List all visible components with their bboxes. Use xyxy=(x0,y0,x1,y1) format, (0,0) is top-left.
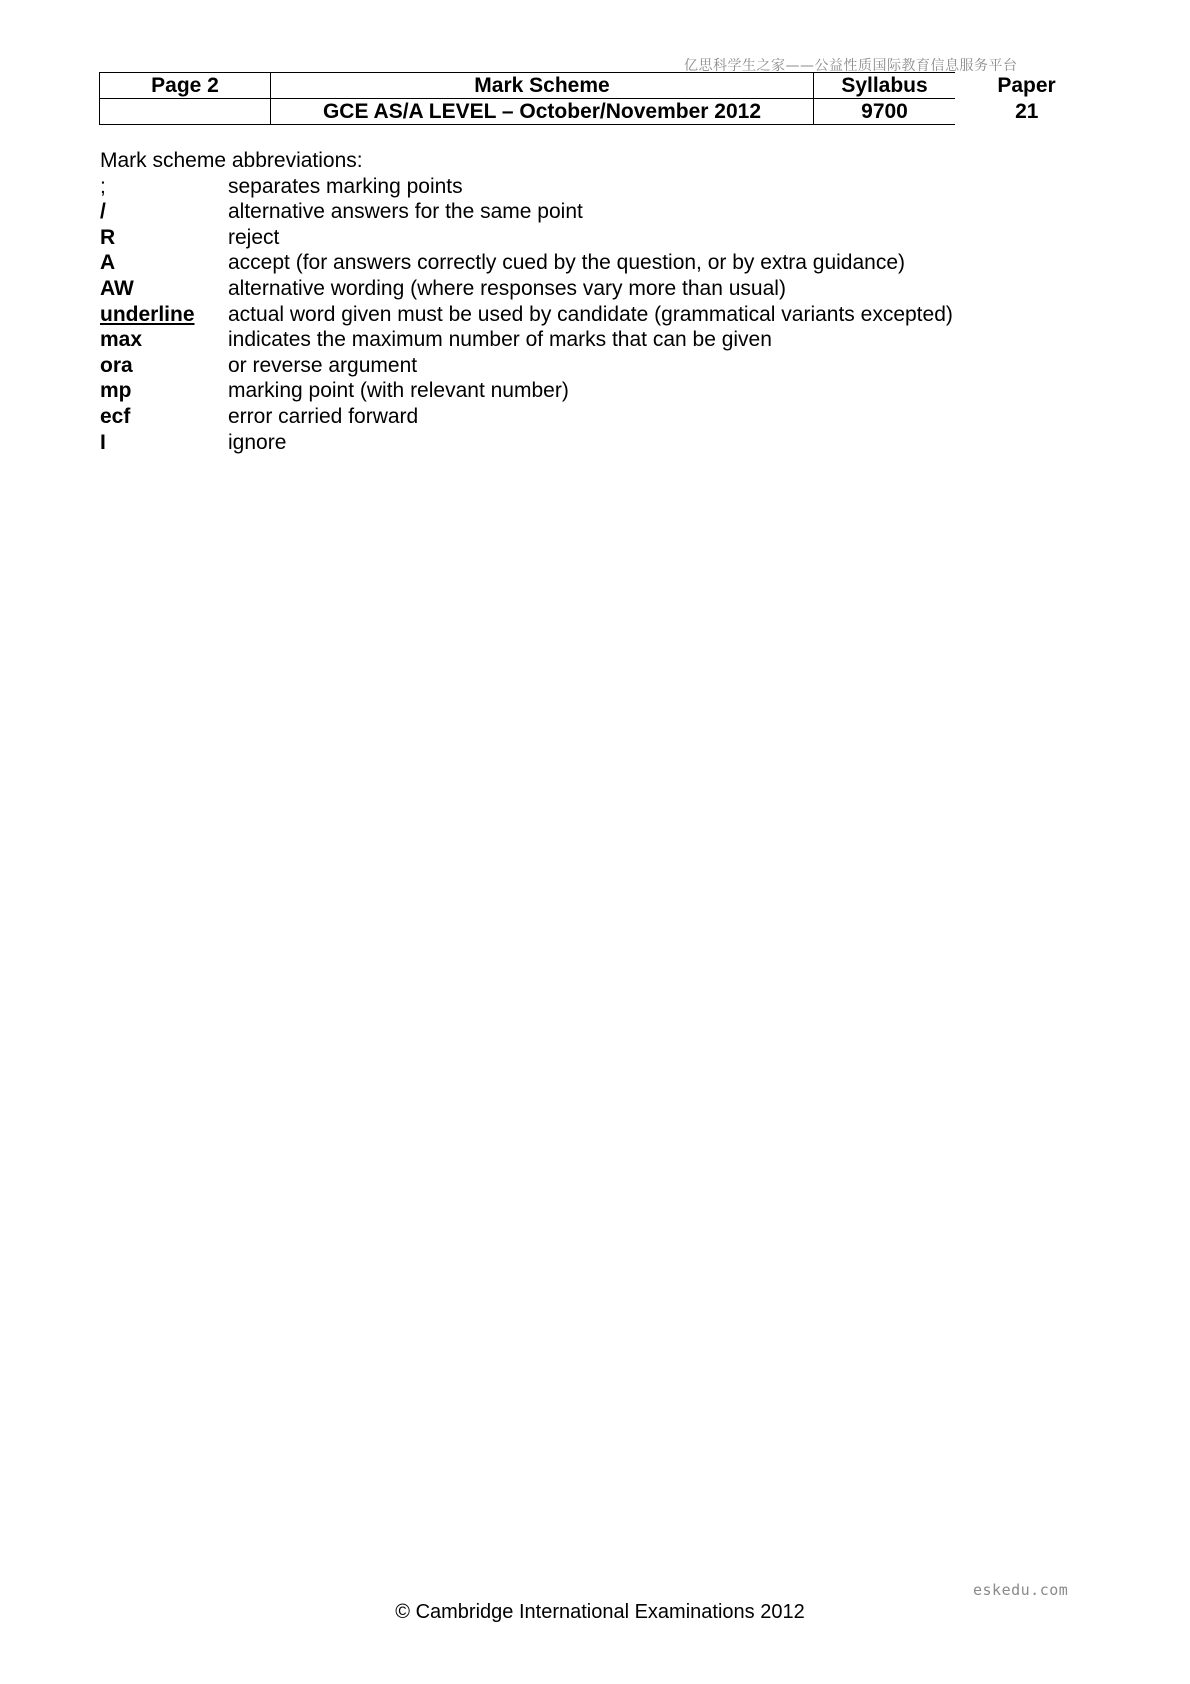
header-row-1 xyxy=(100,73,1099,99)
abbreviation-row xyxy=(100,174,953,200)
abbreviation-code: ora xyxy=(100,353,133,377)
abbreviation-row xyxy=(100,250,953,276)
abbreviation-row xyxy=(100,276,953,302)
abbreviations-section xyxy=(100,148,953,455)
abbreviation-row xyxy=(100,199,953,225)
abbreviation-row xyxy=(100,378,953,404)
mark-scheme-label: Mark Scheme xyxy=(271,73,814,99)
abbreviation-meaning: separates marking points xyxy=(228,174,463,198)
abbreviation-code: ecf xyxy=(100,404,131,428)
abbreviation-row xyxy=(100,430,953,456)
abbreviation-code: A xyxy=(100,251,116,275)
abbreviation-meaning: accept (for answers correctly cued by the question, or by extra guidance) xyxy=(228,251,906,275)
abbreviation-code: underline xyxy=(100,302,195,326)
abbreviation-code: ; xyxy=(100,174,106,198)
abbreviations-heading: Mark scheme abbreviations: xyxy=(100,149,363,172)
abbreviation-meaning: alternative wording (where responses vary more than usual) xyxy=(228,276,786,300)
paper-number: 21 xyxy=(1015,100,1039,123)
watermark-top: 亿思科学生之家——公益性质国际教育信息服务平台 xyxy=(684,58,1018,74)
header-table xyxy=(99,72,1099,125)
abbreviation-row xyxy=(100,327,953,353)
abbreviation-row xyxy=(100,225,953,251)
abbreviation-code: R xyxy=(100,225,116,249)
abbreviation-meaning: marking point (with relevant number) xyxy=(228,379,569,403)
abbreviation-code: / xyxy=(100,200,106,224)
page-label: Page 2 xyxy=(100,73,271,99)
header-row-2 xyxy=(100,99,1099,125)
empty-cell xyxy=(100,99,271,125)
abbreviation-code: max xyxy=(100,328,143,352)
abbreviation-code: I xyxy=(100,430,106,454)
watermark-bottom: eskedu.com xyxy=(973,1581,1069,1599)
abbreviation-meaning: reject xyxy=(228,225,280,249)
abbreviation-meaning: ignore xyxy=(228,430,287,454)
paper-label: Paper xyxy=(997,74,1056,97)
abbreviation-meaning: alternative answers for the same point xyxy=(228,200,583,224)
abbreviation-row xyxy=(100,404,953,430)
abbreviation-meaning: actual word given must be used by candidate (grammatical variants excepted) xyxy=(228,302,953,326)
abbreviation-row xyxy=(100,302,953,328)
syllabus-code: 9700 xyxy=(814,99,956,125)
abbreviation-meaning: indicates the maximum number of marks that can be given xyxy=(228,328,772,352)
syllabus-label: Syllabus xyxy=(814,73,956,99)
abbreviation-meaning: or reverse argument xyxy=(228,353,418,377)
abbreviation-row xyxy=(100,353,953,379)
abbreviation-code: mp xyxy=(100,379,132,403)
abbreviation-code: AW xyxy=(100,276,134,300)
abbreviation-meaning: error carried forward xyxy=(228,404,419,428)
copyright-footer: © Cambridge International Examinations 2012 xyxy=(395,1601,805,1623)
exam-title: GCE AS/A LEVEL – October/November 2012 xyxy=(271,99,814,125)
